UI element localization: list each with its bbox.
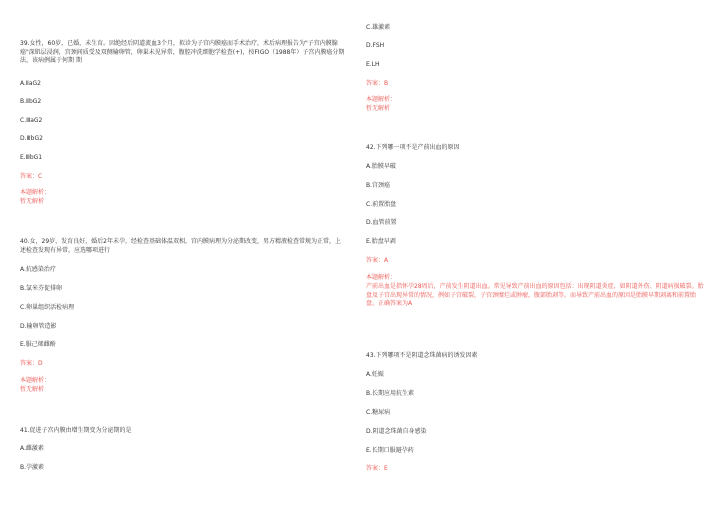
option-a: A.抗感染治疗	[20, 266, 56, 273]
question-41-stem: 41.促进子宫内膜由增生期变为分泌期的是	[20, 427, 132, 434]
option-d: D.阴道念珠菌自身感染	[366, 428, 427, 435]
analysis-label: 本题解析：	[366, 96, 397, 103]
option-a: A.妊娠	[366, 371, 384, 378]
option-b: B.宫颈癌	[366, 182, 391, 189]
option-d: D.输卵管造影	[20, 323, 57, 330]
option-c: C.卵巢组织活检病理	[20, 304, 75, 311]
analysis-text: 暂无解析	[366, 105, 391, 112]
option-a: A.胎膜早破	[366, 163, 396, 170]
option-e: E.LH	[366, 61, 380, 68]
option-e: E.胎盘早剥	[366, 238, 396, 245]
answer: 答案：A	[366, 257, 389, 264]
option-d: D.FSH	[366, 42, 385, 49]
option-d: D.ⅢbG2	[20, 135, 43, 142]
option-a: A.雌激素	[20, 445, 44, 452]
option-e: E.服己烯雌酚	[20, 341, 56, 348]
option-c: C.糖尿病	[366, 409, 391, 416]
option-c: C.前置胎盘	[366, 201, 397, 208]
option-c: C.ⅢaG2	[20, 117, 43, 124]
analysis-text: 暂无解析	[20, 386, 45, 393]
analysis-label: 本题解析：	[20, 377, 51, 384]
analysis-text: 暂无解析	[20, 198, 45, 205]
option-b: B.氯米芬促排卵	[20, 285, 63, 292]
option-d: D.血管前置	[366, 219, 397, 226]
answer: 答案：D	[20, 360, 43, 367]
question-43-stem: 43.下列哪项不是阴道念珠菌病的诱发因素	[366, 352, 478, 359]
analysis-label: 本题解析：	[20, 189, 51, 196]
answer: 答案：B	[366, 80, 389, 87]
option-c: C.雄激素	[366, 24, 391, 31]
option-b: B.长期应用抗生素	[366, 390, 415, 397]
option-b: B.ⅡbG2	[20, 98, 42, 105]
question-42-stem: 42.下列哪一项不是产前出血的原因	[366, 144, 460, 151]
analysis-text: 产前出血是指怀孕28周后，产前发生阴道出血。常见导致产前出血的原因包括：出现阴道炎症，如阴道外伤、阴道病损破裂。胎盘及子宫出现异常的情况，例如子宫破裂，子宫颈糜烂或肿瘤，腹部胎剥等。而导致产前出血的原因是胎膜早期剥离和前置胎盘。正确答案为A	[366, 283, 704, 307]
analysis-label: 本题解析：	[366, 274, 397, 281]
question-40-stem: 40.女，29岁，发育良好，婚后2年未孕，经检查基础体温双相，宫内膜病理为分泌期改变，男方精液检查常规为正常，上述检查发现有异常，应选哪项进行	[20, 238, 341, 254]
answer: 答案：E	[366, 465, 388, 472]
question-39-stem: 39.女性，60岁，已婚，未生育。因绝经后阴道流血3个月，拟诊为子宫内膜癌而手术治疗，术后病理报告为"子宫内膜腺癌"深肌层浸润，宫颈间质受及双侧输卵管，卵巢未见异常，腹腔冲洗细胞学检查(+)，按FIGO（1988年）子宫内膜癌分期法，该病例属于何期 期	[20, 40, 345, 64]
option-e: E.长期口服避孕药	[366, 447, 414, 454]
answer: 答案：C	[20, 173, 43, 180]
option-a: A.ⅡaG2	[20, 80, 42, 87]
option-b: B.孕激素	[20, 464, 45, 471]
option-e: E.ⅢbG1	[20, 154, 43, 161]
